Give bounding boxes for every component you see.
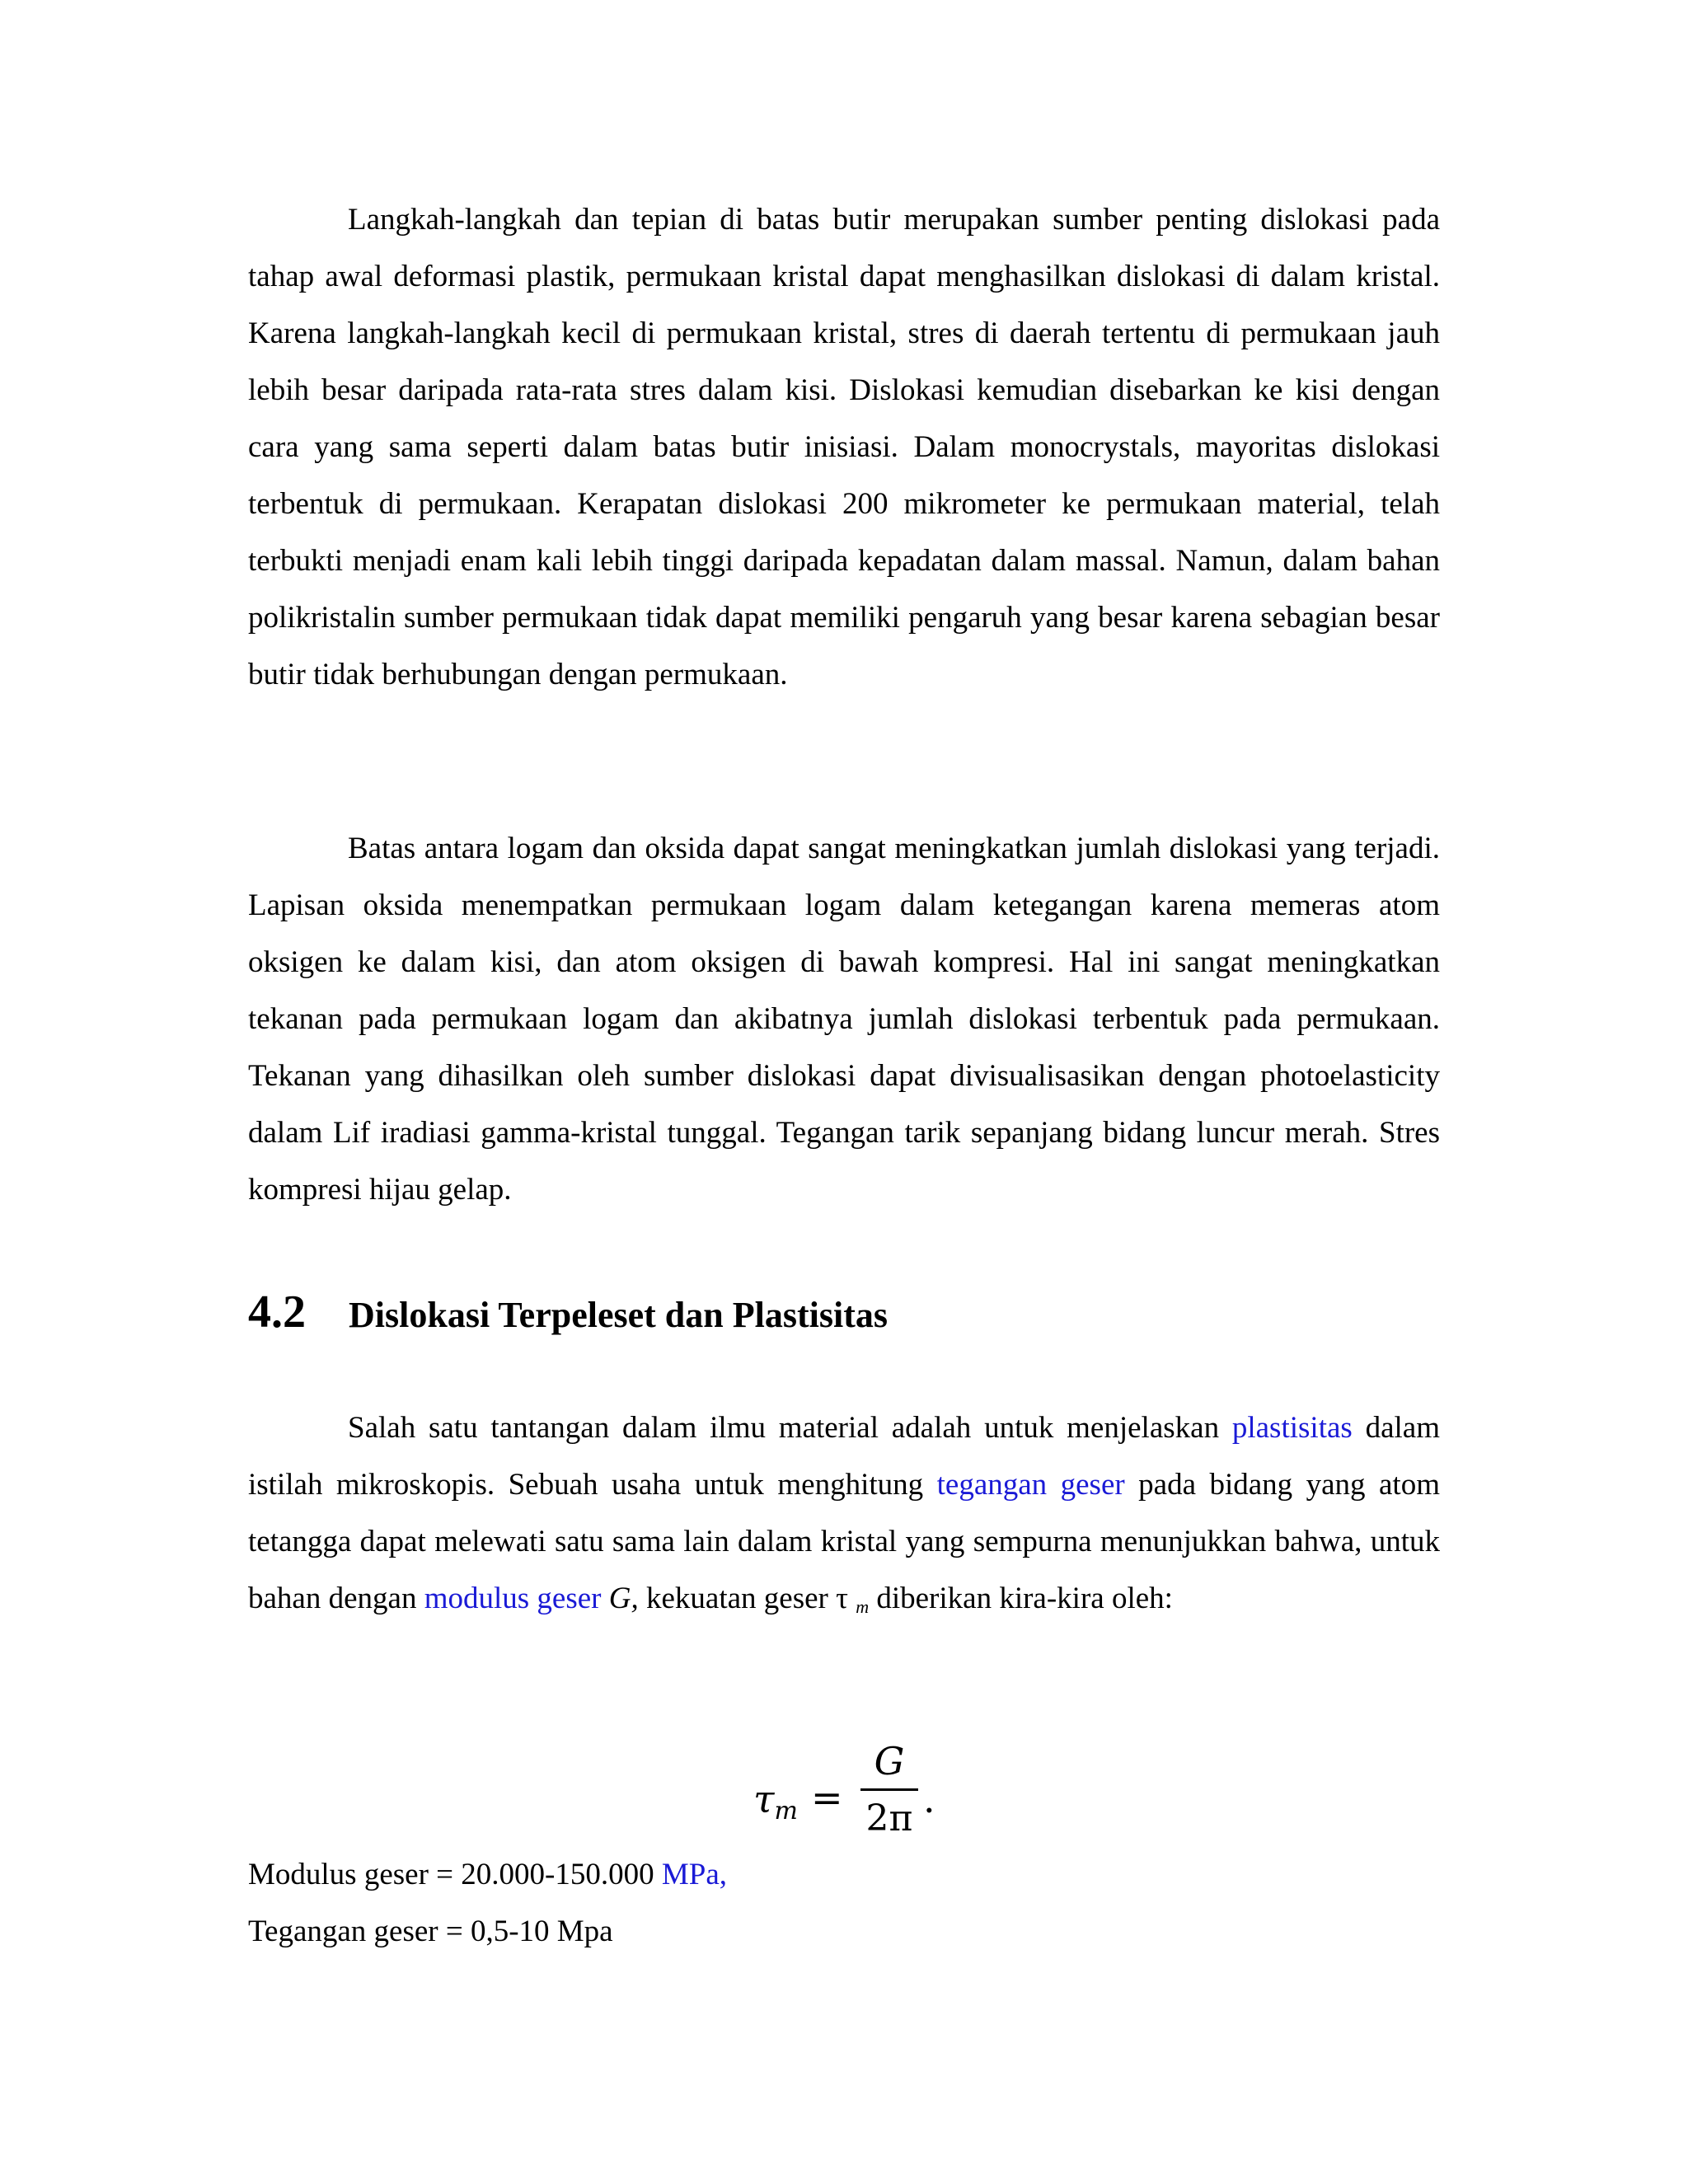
fraction-numerator: G [874,1739,905,1783]
section-heading [248,1286,888,1352]
paragraph-metal-oxide [248,820,1440,1218]
paragraph-dislocation-sources [248,191,1440,703]
text-run: diberikan kira-kira oleh: [869,1582,1173,1615]
link-mpa[interactable]: MPa, [661,1858,727,1891]
paragraph-text: Langkah-langkah dan tepian di batas butir merupakan sumber penting dislokasi pada tahap awal deformasi plastik, permukaan kristal dapat menghasilkan dislokasi di dalam kristal. Karena langkah-langkah kecil di permukaan kristal, stres di daerah tertentu di permukaan jauh lebih besar daripada rata-rata stres dalam kisi. Dislokasi kemudian disebarkan ke kisi dengan cara yang sama seperti dalam batas butir inisiasi. Dalam monocrystals, mayoritas dislokasi terbentuk di permukaan. Kerapatan dislokasi 200 mikrometer ke permukaan material, telah terbukti menjadi enam kali lebih tinggi daripada kepadatan dalam massal. Namun, dalam bahan polikristalin sumber permukaan tidak dapat memiliki pengaruh yang besar karena sebagian besar butir tidak berhubungan dengan permukaan. [248,203,1440,691]
equation-period: . [923,1777,935,1821]
paragraph-plasticity [248,1399,1440,1635]
fraction-bar [860,1788,918,1791]
text-run: pada bidang yang atom tetangga dapat melewati satu sama lain dalam kristal yang sempurna menunjukkan bahwa, untuk bahan dengan [248,1468,1440,1615]
shear-strength-equation [742,1737,956,1840]
link-plastisitas[interactable]: plastisitas [1231,1411,1353,1445]
link-modulus-geser[interactable]: modulus geser [424,1582,602,1615]
symbol-g: G, [601,1582,639,1615]
equation-lhs [753,1777,798,1825]
paragraph-text: Batas antara logam dan oksida dapat sangat meningkatkan jumlah dislokasi yang terjadi. Lapisan oksida menempatkan permukaan logam dalam ketegangan karena memeras atom oksigen ke dalam kisi, dan atom oksigen di bawah kompresi. Hal ini sangat meningkatkan tekanan pada permukaan logam dan akibatnya jumlah dislokasi terbentuk pada permukaan. Tekanan yang dihasilkan oleh sumber dislokasi dapat divisualisasikan dengan photoelasticity dalam Lif iradiasi gamma-kristal tunggal. Tegangan tarik sepanjang bidang luncur merah. Stres kompresi hijau gelap. [248,832,1440,1207]
tau-subscript: m [856,1596,870,1617]
section-title: Dislokasi Terpeleset dan Plastisitas [349,1295,888,1335]
paragraph-text [248,1399,1440,1635]
text-run: kekuatan geser τ [638,1582,856,1615]
tau-symbol: τ [753,1777,775,1821]
tau-sub: m [774,1797,798,1825]
text-run: Salah satu tantangan dalam ilmu material adalah untuk menjelaskan [348,1411,1232,1445]
modulus-label: Modulus geser = 20.000-150.000 [248,1858,662,1891]
fraction [860,1737,918,1842]
modulus-line [248,1846,727,1903]
section-number: 4.2 [248,1286,306,1338]
text-run: dalam istilah mikroskopis. Sebuah usaha untuk menghitung [248,1411,1440,1502]
link-tegangan-geser[interactable]: tegangan geser [936,1468,1125,1502]
fraction-denominator: 2π [865,1797,913,1840]
equals-sign: = [811,1775,843,1820]
tegangan-line: Tegangan geser = 0,5-10 Mpa [248,1915,613,1948]
